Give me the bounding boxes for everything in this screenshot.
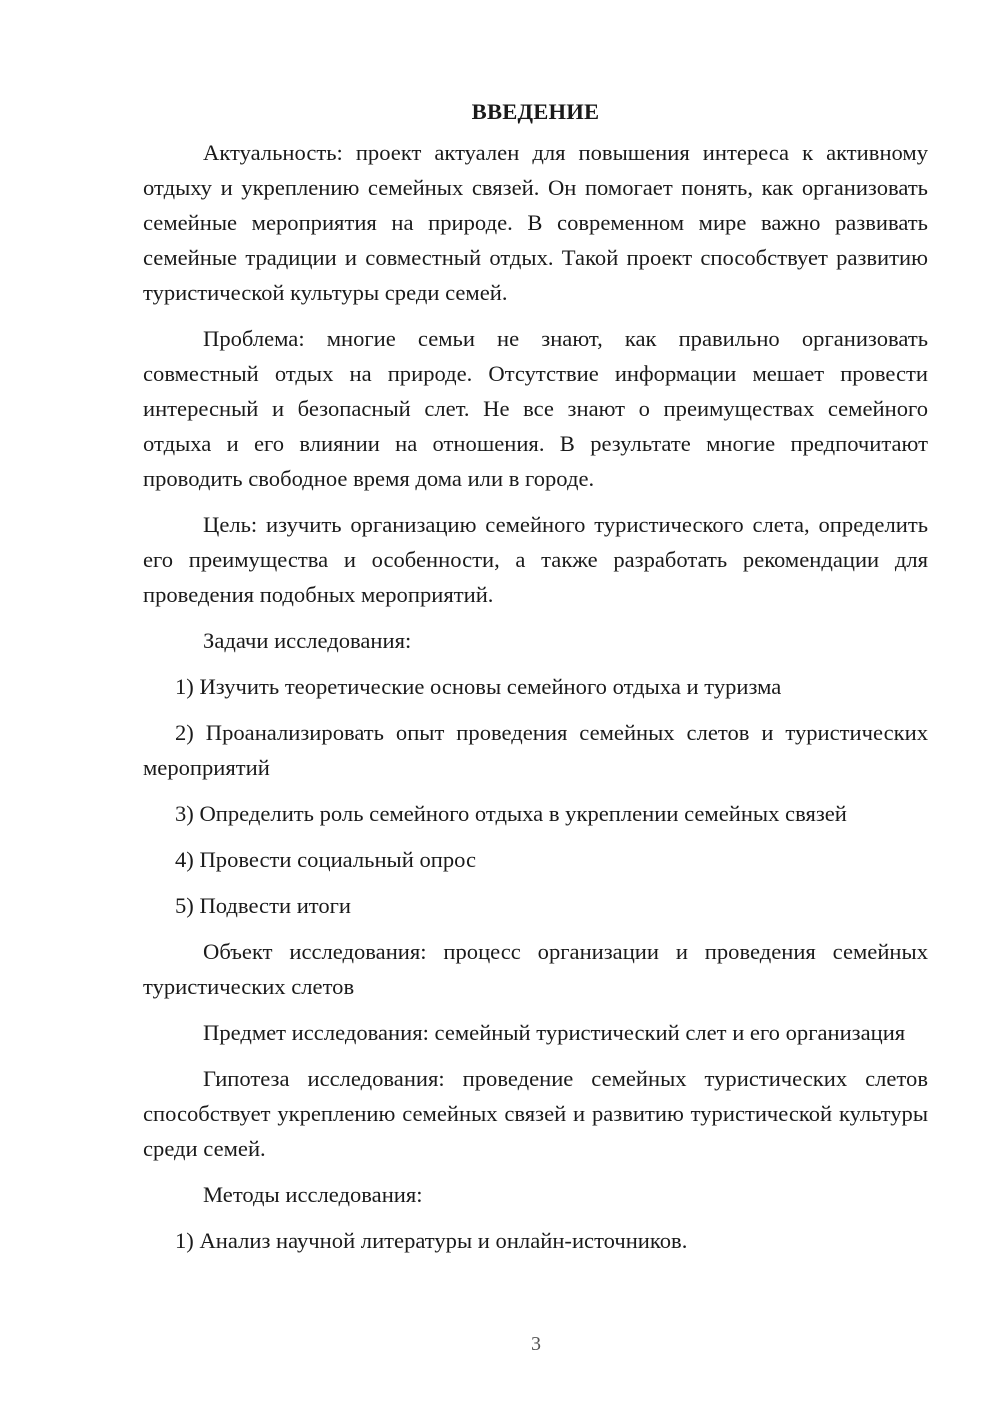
subject-paragraph: Предмет исследования: семейный туристический слет и его организация <box>203 1020 906 1045</box>
document-body <box>143 94 928 1258</box>
method-item: 1) Анализ научной литературы и онлайн-источников. <box>175 1228 688 1253</box>
problem-paragraph: Проблема: многие семьи не знают, как правильно организовать совместный отдых на природе. Отсутствие информации мешает провести интересный и безопасный слет. Не все знают о преимуществах семейного отдыха и его влиянии на отношения. В результате многие предпочитают проводить свободное время дома или в городе. <box>143 326 928 491</box>
task-item: 2) Проанализировать опыт проведения семейных слетов и туристических мероприятий <box>143 720 928 780</box>
relevance-paragraph: Актуальность: проект актуален для повышения интереса к активному отдыху и укреплению семейных связей. Он помогает понять, как организовать семейные мероприятия на природе. В современном мире важно развивать семейные традиции и совместный отдых. Такой проект способствует развитию туристической культуры среди семей. <box>143 140 928 305</box>
goal-paragraph: Цель: изучить организацию семейного туристического слета, определить его преимущества и особенности, а также разработать рекомендации для проведения подобных мероприятий. <box>143 512 928 607</box>
task-item: 5) Подвести итоги <box>175 893 352 918</box>
task-item: 3) Определить роль семейного отдыха в укреплении семейных связей <box>175 801 847 826</box>
tasks-heading: Задачи исследования: <box>203 628 412 653</box>
object-paragraph: Объект исследования: процесс организации и проведения семейных туристических слетов <box>143 939 928 999</box>
task-item: 4) Провести социальный опрос <box>175 847 477 872</box>
hypothesis-paragraph: Гипотеза исследования: проведение семейных туристических слетов способствует укреплению семейных связей и развитию туристической культуры среди семей. <box>143 1066 928 1161</box>
methods-heading: Методы исследования: <box>203 1182 423 1207</box>
task-item: 1) Изучить теоретические основы семейного отдыха и туризма <box>175 674 782 699</box>
page-number: 3 <box>531 1333 541 1355</box>
section-title: ВВЕДЕНИЕ <box>471 99 600 124</box>
